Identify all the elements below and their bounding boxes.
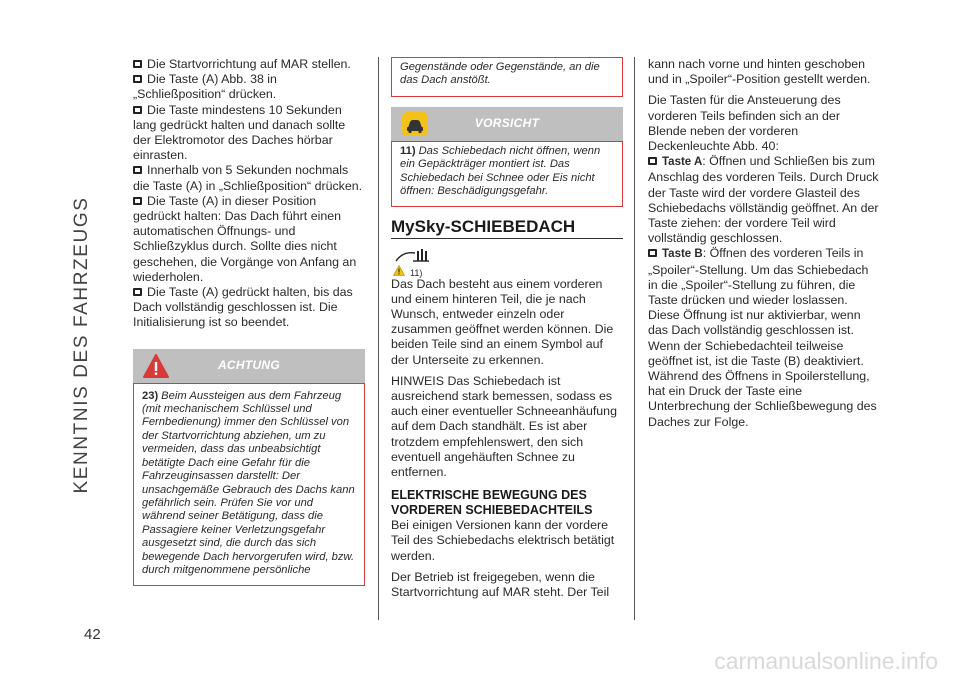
column-divider xyxy=(378,57,379,620)
warning-label: ACHTUNG xyxy=(217,357,281,372)
page-number: 42 xyxy=(84,626,101,643)
button-description-a: Taste A: Öffnen und Schließen bis zum Anschlag des vorderen Teils. Durch Druck der Taste wird der vordere Glasteil des Schiebedachs völlständig geöffnet. An der Taste ziehen: der vordere Teil wird vollständig geschlossen. xyxy=(648,154,879,246)
paragraph: Bei einigen Versionen kann der vordere Teil des Schiebedachs elektrisch betätigt werden. xyxy=(391,518,615,563)
column-2 xyxy=(391,57,623,600)
paragraph: Der Betrieb ist freigegeben, wenn die Startvorrichtung auf MAR steht. Der Teil xyxy=(391,569,610,600)
button-description-b: Taste B: Öffnen des vorderen Teils in „Spoiler“-Stellung. Um das Schiebedach in die „Spoiler“-Stellung zu führen, die Taste drücken und wieder loslassen. Diese Öffnung ist nur aktivierbar, wenn das Dach vollständig geschlossen ist. Wenn der Schiebedachteil teilweise geöffnet ist, ist die Taste (B) deaktiviert. Während des Öffnens in Spoilerstellung, hat ein Druck der Taste eine Unterbrechung der Schließbewegung des Daches zur Folge. xyxy=(648,246,877,429)
step-item: Innerhalb von 5 Sekunden nochmals die Taste (A) in „Schließposition“ drücken. xyxy=(133,163,363,193)
step-item: Die Taste (A) in dieser Position gedrückt halten: Das Dach führt einen automatischen Öffnungs- und Schließzyklus durch. Sollte dies nicht geschehen, die Vorgänge von Anfang an wiederholen. xyxy=(133,193,357,284)
section-icons xyxy=(391,247,623,277)
column-3 xyxy=(648,57,880,430)
caution-box xyxy=(391,141,623,208)
step-bullet-icon xyxy=(648,249,657,257)
column-divider xyxy=(634,57,635,620)
sunroof-icon xyxy=(393,247,433,267)
step-bullet-icon xyxy=(648,157,657,165)
step-item: Die Taste mindestens 10 Sekunden lang gedrückt halten und danach sollte der Elektromotor des Daches hörbar einrasten. xyxy=(133,102,346,163)
paragraph: Das Dach besteht aus einem vorderen und einem hinteren Teil, die je nach Wunsch, entweder einzeln oder zusammen geöffnet werden können. Die beiden Teile sind an einem Symbol auf der Unterseite zu erkennen. xyxy=(391,276,614,367)
caution-header xyxy=(391,107,623,141)
caution-note: 11) Das Schiebedach nicht öffnen, wenn ein Gepäckträger montiert ist. Das Schiebedach bei Schnee oder Eis nicht öffnen: Beschädigungsgefahr. xyxy=(400,144,601,198)
caution-label: VORSICHT xyxy=(474,115,540,130)
caution-triangle-icon xyxy=(393,265,405,276)
warning-continuation-box xyxy=(391,57,623,97)
warning-header xyxy=(133,349,365,383)
reference-mark: 11) xyxy=(410,267,423,278)
paragraph: HINWEIS Das Schiebedach ist ausreichend stark bemessen, sodass es auch einer eventueller Schneeanhäufung auf dem Dach standhält. Es ist aber trotzdem empfehlenswert, den sich eventuell angehäuften Schnee zu entfernen. xyxy=(391,373,617,480)
watermark: carmanualsonline.info xyxy=(714,648,938,674)
warning-box xyxy=(133,383,365,587)
step-bullet-icon xyxy=(133,288,142,296)
step-bullet-icon xyxy=(133,60,142,68)
paragraph: Die Tasten für die Ansteuerung des vorderen Teils befinden sich an der Blende neben der vorderen Deckenleuchte Abb. 40: xyxy=(648,93,841,154)
step-item: Die Taste (A) gedrückt halten, bis das Dach vollständig geschlossen ist. Die Initialisierung ist so beendet. xyxy=(133,285,353,330)
subsection-title: ELEKTRISCHE BEWEGUNG DES VORDEREN SCHIEBEDACHTEILS xyxy=(391,488,593,518)
paragraph: kann nach vorne und hinten geschoben und in „Spoiler“-Position gestellt werden. xyxy=(648,57,871,87)
step-item: Die Taste (A) Abb. 38 in „Schließposition“ drücken. xyxy=(133,72,277,102)
warning-note: 23) Beim Aussteigen aus dem Fahrzeug (mit mechanischem Schlüssel und Fernbedienung) immer den Schlüssel von der Startvorrichtung abziehen, um zu vermeiden, dass das unbeabsichtigt betätigte Dach eine Gefahr für die Fahrzeuginsassen darstellt: Der unsachgemäße Gebrauch des Dachs kann gefährlich sein. Prüfen Sie vor und während seiner Betätigung, dass die Passagiere keiner Verletzungsgefahr ausgesetzt sind, die durch das sich bewegende Dach hervorgerufen wird, bzw. durch mitgenommene persönliche xyxy=(142,389,355,576)
step-bullet-icon xyxy=(133,197,142,205)
step-item: Die Startvorrichtung auf MAR stellen. xyxy=(133,57,365,72)
warning-continuation: Gegenstände oder Gegenstände, an die das Dach anstößt. xyxy=(400,61,600,87)
step-bullet-icon xyxy=(133,75,142,83)
side-title: KENNTNIS DES FAHRZEUGS xyxy=(71,196,92,494)
section-title: MySky-SCHIEBEDACH xyxy=(391,219,623,238)
column-1 xyxy=(133,57,365,586)
step-bullet-icon xyxy=(133,166,142,174)
step-bullet-icon xyxy=(133,106,142,114)
